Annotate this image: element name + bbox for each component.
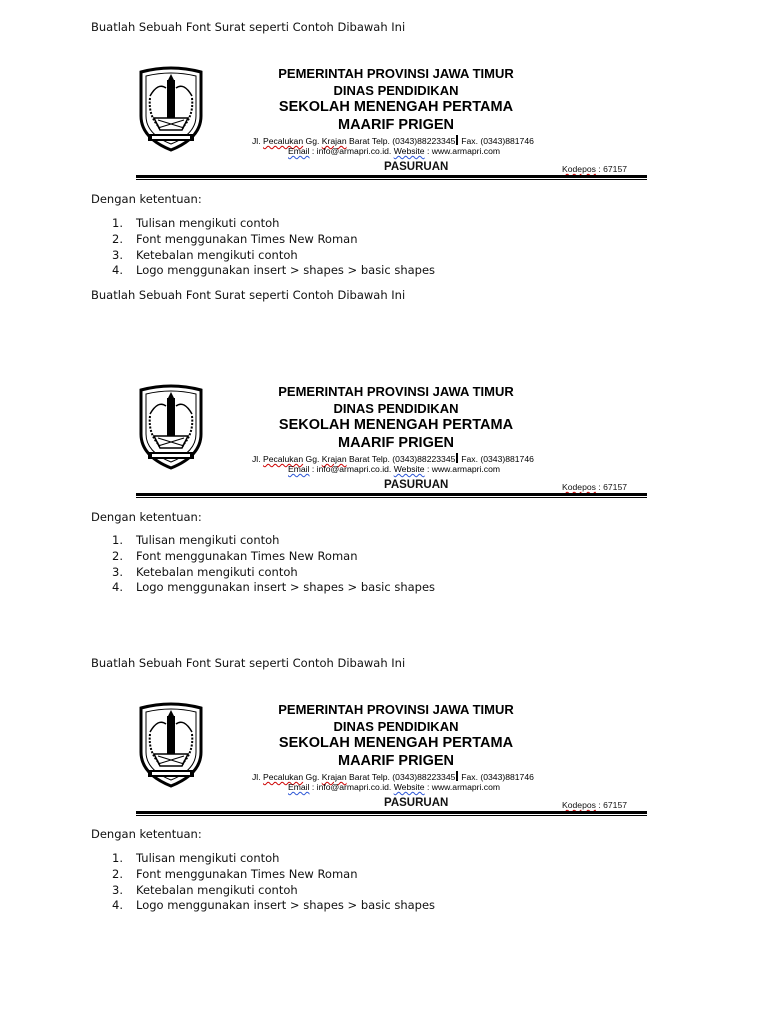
east-java-coat-of-arms-icon [136,384,206,470]
letterhead-rule-thick [136,175,647,178]
address-prefix: Jl. [252,772,263,782]
website-label: Website [393,782,425,792]
address-fax: Fax. (0343)881746 [458,136,534,146]
postcode-value: : 67157 [595,482,627,492]
email-label: Email [288,146,310,156]
letterhead-1 [136,66,647,174]
email-value: : info@armapri.co.id. [309,146,394,156]
letterhead-rule-thin [136,815,647,816]
postcode-value: : 67157 [595,164,627,174]
instruction-text-2: Buatlah Sebuah Font Surat seperti Contoh Dibawah Ini [91,288,406,302]
address-mid: Gg. [303,772,322,782]
east-java-coat-of-arms-icon [136,66,206,152]
website-label: Website [393,464,425,474]
letterhead-rule-thick [136,493,647,496]
letterhead-line-school-type: SEKOLAH MENENGAH PERTAMA [278,417,514,433]
website-label: Website [393,146,425,156]
list-item: 3. Ketebalan mengikuti contoh [112,247,298,262]
conditions-list-2 [112,533,435,596]
list-item: 4. Logo menggunakan insert > shapes > basic shapes [112,898,436,913]
conditions-title-2: Dengan ketentuan: [91,510,202,524]
letterhead-city: PASURUAN [384,797,449,809]
list-item: 4. Logo menggunakan insert > shapes > basic shapes [112,580,436,595]
letterhead-line-province: PEMERINTAH PROVINSI JAWA TIMUR [278,702,514,717]
letterhead-address [252,771,534,782]
address-mid: Gg. [303,136,322,146]
list-item: 1. Tulisan mengikuti contoh [112,851,280,865]
website-value: : www.armapri.com [424,146,501,156]
east-java-coat-of-arms-icon [136,702,206,788]
letterhead-line-department: DINAS PENDIDIKAN [333,83,459,98]
letterhead-postcode [562,482,627,492]
letterhead-line-school-name: MAARIF PRIGEN [338,117,454,133]
postcode-label: Kodepos [562,800,596,810]
letterhead-line-department: DINAS PENDIDIKAN [333,401,459,416]
letterhead-rule-thick [136,811,647,814]
conditions-title-1: Dengan ketentuan: [91,192,202,206]
letterhead-line-province: PEMERINTAH PROVINSI JAWA TIMUR [278,66,514,81]
list-item: 1. Tulisan mengikuti contoh [112,533,280,547]
postcode-label: Kodepos [562,482,596,492]
letterhead-city: PASURUAN [384,479,449,491]
website-value: : www.armapri.com [424,464,501,474]
address-phone: Barat Telp. (0343)88223345 [346,454,456,464]
letterhead-postcode [562,164,627,174]
letterhead-line-province: PEMERINTAH PROVINSI JAWA TIMUR [278,384,514,399]
letterhead-line-school-type: SEKOLAH MENENGAH PERTAMA [278,735,514,751]
list-item: 3. Ketebalan mengikuti contoh [112,564,298,579]
email-value: : info@armapri.co.id. [309,782,394,792]
website-value: : www.armapri.com [424,782,501,792]
address-street-2: Krajan [321,454,347,464]
letterhead-contact [288,464,500,474]
letterhead-address [252,453,534,464]
instruction-text-1: Buatlah Sebuah Font Surat seperti Contoh Dibawah Ini [91,20,406,34]
letterhead-postcode [562,800,627,810]
email-label: Email [288,464,310,474]
letterhead-3 [136,702,647,810]
postcode-label: Kodepos [562,164,596,174]
letterhead-line-school-type: SEKOLAH MENENGAH PERTAMA [278,99,514,115]
letterhead-line-school-name: MAARIF PRIGEN [338,435,454,451]
email-value: : info@armapri.co.id. [309,464,394,474]
letterhead-line-department: DINAS PENDIDIKAN [333,719,459,734]
address-street-1: Pecalukan [262,772,304,782]
address-prefix: Jl. [252,136,263,146]
conditions-list-3 [112,851,435,914]
list-item: 4. Logo menggunakan insert > shapes > basic shapes [112,263,436,278]
text-cursor [456,453,458,463]
letterhead-line-school-name: MAARIF PRIGEN [338,753,454,769]
list-item: 2. Font menggunakan Times New Roman [112,548,358,563]
email-label: Email [288,782,310,792]
letterhead-rule-thin [136,179,647,180]
conditions-list-1 [112,216,435,279]
text-cursor [456,135,458,145]
letterhead-2 [136,384,647,492]
letterhead-address [252,135,534,146]
address-street-2: Krajan [321,136,347,146]
list-item: 2. Font menggunakan Times New Roman [112,231,358,246]
address-street-2: Krajan [321,772,347,782]
address-prefix: Jl. [252,454,263,464]
list-item: 2. Font menggunakan Times New Roman [112,866,358,881]
list-item: 1. Tulisan mengikuti contoh [112,216,280,230]
letterhead-contact [288,146,500,156]
text-cursor [456,771,458,781]
list-item: 3. Ketebalan mengikuti contoh [112,882,298,897]
address-street-1: Pecalukan [262,454,304,464]
instruction-text-3: Buatlah Sebuah Font Surat seperti Contoh Dibawah Ini [91,656,406,670]
address-fax: Fax. (0343)881746 [458,454,534,464]
conditions-title-3: Dengan ketentuan: [91,827,202,841]
postcode-value: : 67157 [595,800,627,810]
letterhead-city: PASURUAN [384,161,449,173]
address-phone: Barat Telp. (0343)88223345 [346,772,456,782]
address-phone: Barat Telp. (0343)88223345 [346,136,456,146]
address-mid: Gg. [303,454,322,464]
letterhead-contact [288,782,500,792]
address-fax: Fax. (0343)881746 [458,772,534,782]
address-street-1: Pecalukan [262,136,304,146]
letterhead-rule-thin [136,497,647,498]
